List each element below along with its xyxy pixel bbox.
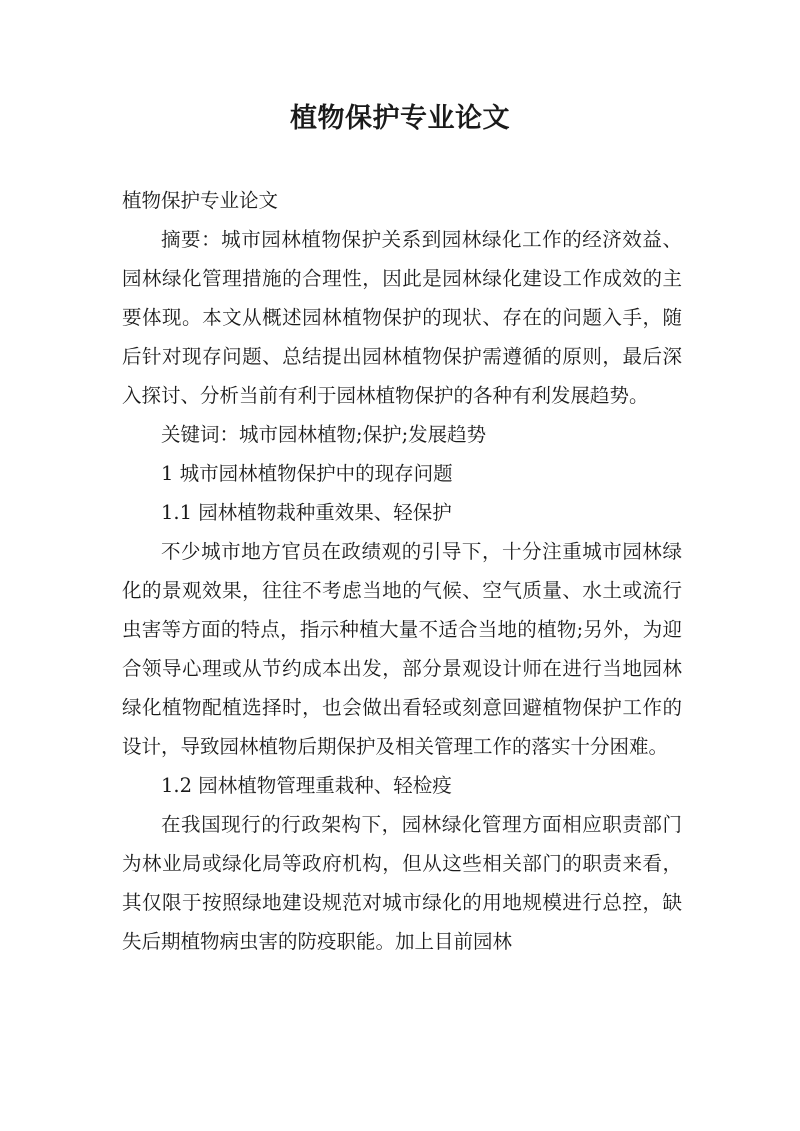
document-title: 植物保护专业论文 bbox=[290, 103, 510, 134]
abstract-paragraph: 摘要：城市园林植物保护关系到园林绿化工作的经济效益、园林绿化管理措施的合理性，因此是园林绿化建设工作成效的主要体现。本文从概述园林植物保护的现状、存在的问题入手，随后针对现存问题、总结提出园林植物保护需遵循的原则，最后深入探讨、分析当前有利于园林植物保护的各种有利发展趋势。 bbox=[122, 228, 682, 407]
body-paragraph-1-2: 在我国现行的行政架构下，园林绿化管理方面相应职责部门为林业局或绿化局等政府机构，但从这些相关部门的职责来看，其仅限于按照绿地建设规范对城市绿化的用地规模进行总控，缺失后期植物病虫害的防疫职能。加上目前园林 bbox=[122, 813, 682, 953]
subtitle-paragraph: 植物保护专业论文 bbox=[122, 189, 279, 212]
section-heading-1: 1 城市园林植物保护中的现存问题 bbox=[161, 462, 453, 485]
subsection-heading-1-2: 1.2 园林植物管理重栽种、轻检疫 bbox=[161, 774, 452, 797]
body-paragraph-1-1: 不少城市地方官员在政绩观的引导下，十分注重城市园林绿化的景观效果，往往不考虑当地的气候、空气质量、水土或流行虫害等方面的特点，指示种植大量不适合当地的植物;另外，为迎合领导心理或从节约成本出发，部分景观设计师在进行当地园林绿化植物配植选择时，也会做出看轻或刻意回避植物保护工作的设计，导致园林植物后期保护及相关管理工作的落实十分困难。 bbox=[122, 540, 682, 758]
document-body bbox=[122, 181, 682, 961]
keywords-paragraph: 关键词：城市园林植物;保护;发展趋势 bbox=[161, 423, 487, 446]
subsection-heading-1-1: 1.1 园林植物栽种重效果、轻保护 bbox=[161, 501, 452, 524]
